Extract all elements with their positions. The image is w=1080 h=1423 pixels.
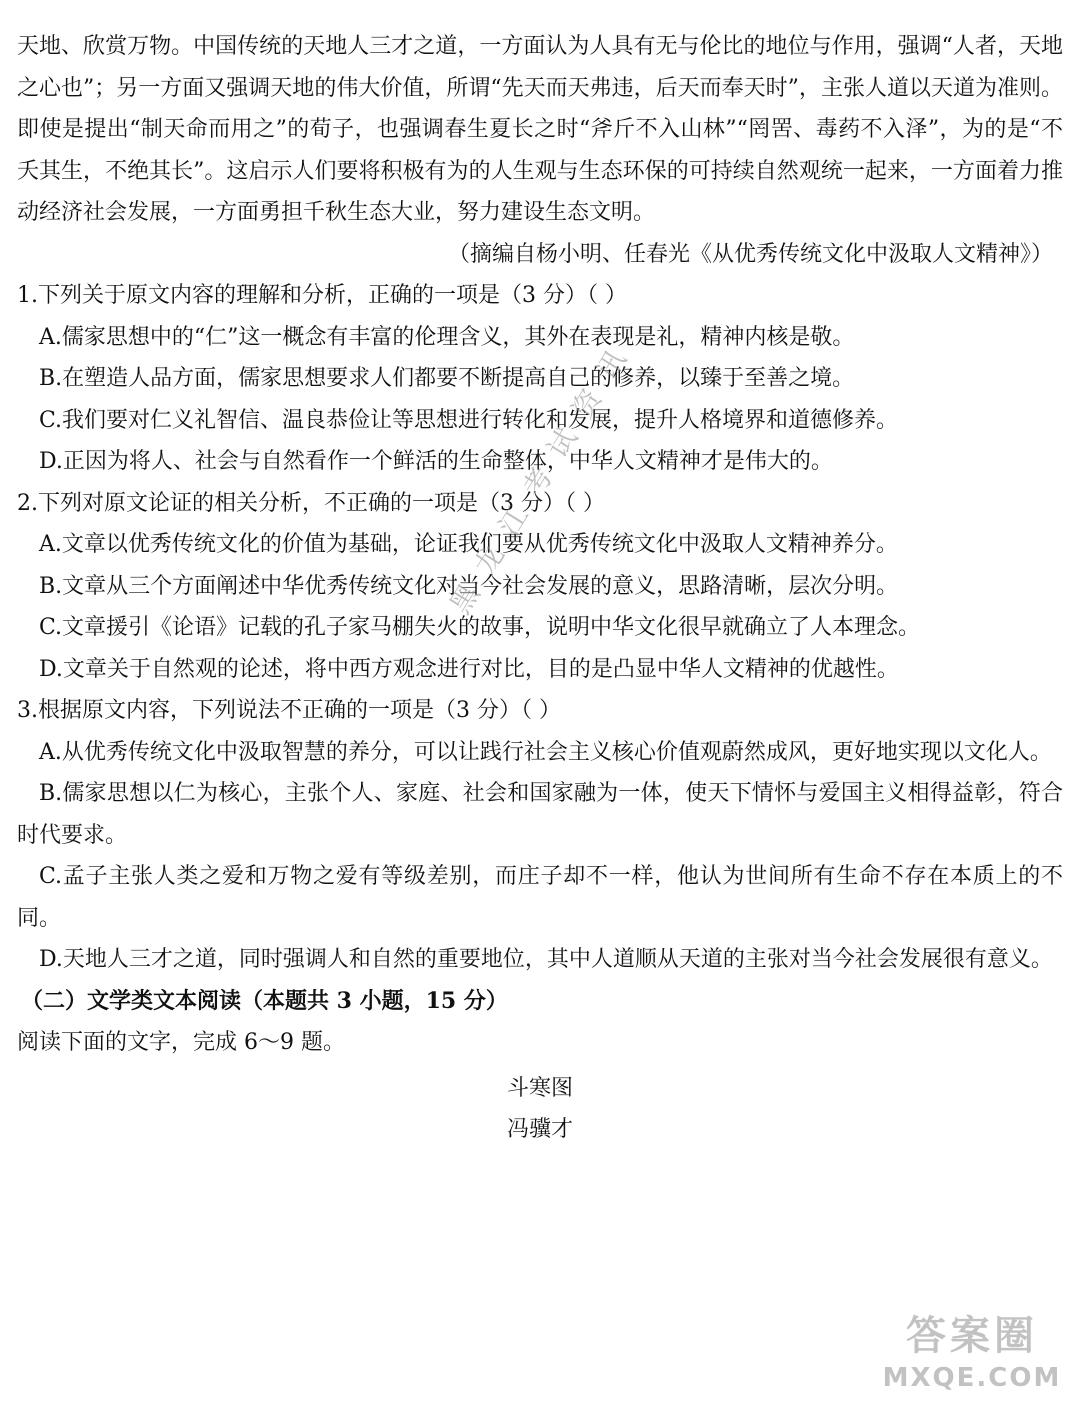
section-2-instruction: 阅读下面的文字，完成 6～9 题。 bbox=[17, 1030, 345, 1055]
question-1-option-d: D.正因为将人、社会与自然看作一个鲜活的生命整体，中华人文精神才是伟大的。 bbox=[39, 449, 833, 474]
document-page bbox=[17, 26, 1063, 1151]
question-1-option-a: A.儒家思想中的“仁”这一概念有丰富的伦理含义，其外在表现是礼，精神内核是敬。 bbox=[39, 324, 855, 350]
question-3-stem: 3.根据原文内容，下列说法不正确的一项是（3 分）（ ） bbox=[17, 698, 561, 723]
question-1-option-c: C.我们要对仁义礼智信、温良恭俭让等思想进行转化和发展，提升人格境界和道德修养。 bbox=[39, 407, 899, 433]
passage-paragraph: 天地、欣赏万物。中国传统的天地人三才之道，一方面认为人具有无与伦比的地位与作用，强调“人者，天地之心也”；另一方面又强调天地的伟大价值，所谓“先天而天弗违，后天而奉天时”，主张人道以天道为准则。即使是提出“制天命而用之”的荀子，也强调春生夏长之时“斧斤不入山林”“罔罟、毒药不入泽”，为的是“不夭其生，不绝其长”。这启示人们要将积极有为的人生观与生态环保的可持续自然观统一起来，一方面着力推动经济社会发展，一方面勇担千秋生态大业，努力建设生态文明。 bbox=[17, 34, 1063, 225]
site-logo bbox=[882, 1309, 1062, 1409]
question-1-stem: 1.下列关于原文内容的理解和分析，正确的一项是（3 分）（ ） bbox=[17, 283, 627, 308]
question-2-option-b: B.文章从三个方面阐述中华优秀传统文化对当今社会发展的意义，思路清晰，层次分明。 bbox=[39, 573, 899, 599]
question-3-option-d: D.天地人三才之道，同时强调人和自然的重要地位，其中人道顺从天道的主张对当今社会发展很有意义。 bbox=[39, 947, 1053, 972]
logo-bottom-text: MXQE.COM bbox=[882, 1363, 1062, 1393]
question-3-option-b: B.儒家思想以仁为核心，主张个人、家庭、社会和国家融为一体，使天下情怀与爱国主义相得益彰，符合时代要求。 bbox=[17, 781, 1063, 848]
question-2-option-d: D.文章关于自然观的论述，将中西方观念进行对比，目的是凸显中华人文精神的优越性。 bbox=[39, 656, 899, 682]
section-2-heading: （二）文学类文本阅读（本题共 3 小题，15 分） bbox=[21, 987, 508, 1014]
question-2-option-a: A.文章以优秀传统文化的价值为基础，论证我们要从优秀传统文化中汲取人文精神养分。 bbox=[39, 532, 898, 557]
passage-source: （摘编自杨小明、任春光《从优秀传统文化中汲取人文精神》） bbox=[447, 241, 1053, 267]
story-author: 冯骥才 bbox=[506, 1117, 573, 1142]
question-3-option-a: A.从优秀传统文化中汲取智慧的养分，可以让践行社会主义核心价值观蔚然成风，更好地实现以文化人。 bbox=[39, 739, 1052, 765]
logo-top-text: 答案圈 bbox=[906, 1313, 1038, 1359]
question-1-option-b: B.在塑造人品方面，儒家思想要求人们都要不断提高自己的修养，以臻于至善之境。 bbox=[39, 366, 855, 391]
question-2-option-c: C.文章援引《论语》记载的孔子家马棚失火的故事，说明中华文化很早就确立了人本理念。 bbox=[39, 615, 921, 640]
question-2-stem: 2.下列对原文论证的相关分析，不正确的一项是（3 分）（ ） bbox=[17, 490, 605, 516]
watermark: 黑龙江考试资讯 bbox=[443, 329, 643, 620]
story-title: 斗寒图 bbox=[506, 1075, 573, 1101]
question-3-option-c: C.孟子主张人类之爱和万物之爱有等级差别，而庄子却不一样，他认为世间所有生命不存在本质上的不同。 bbox=[17, 864, 1063, 931]
